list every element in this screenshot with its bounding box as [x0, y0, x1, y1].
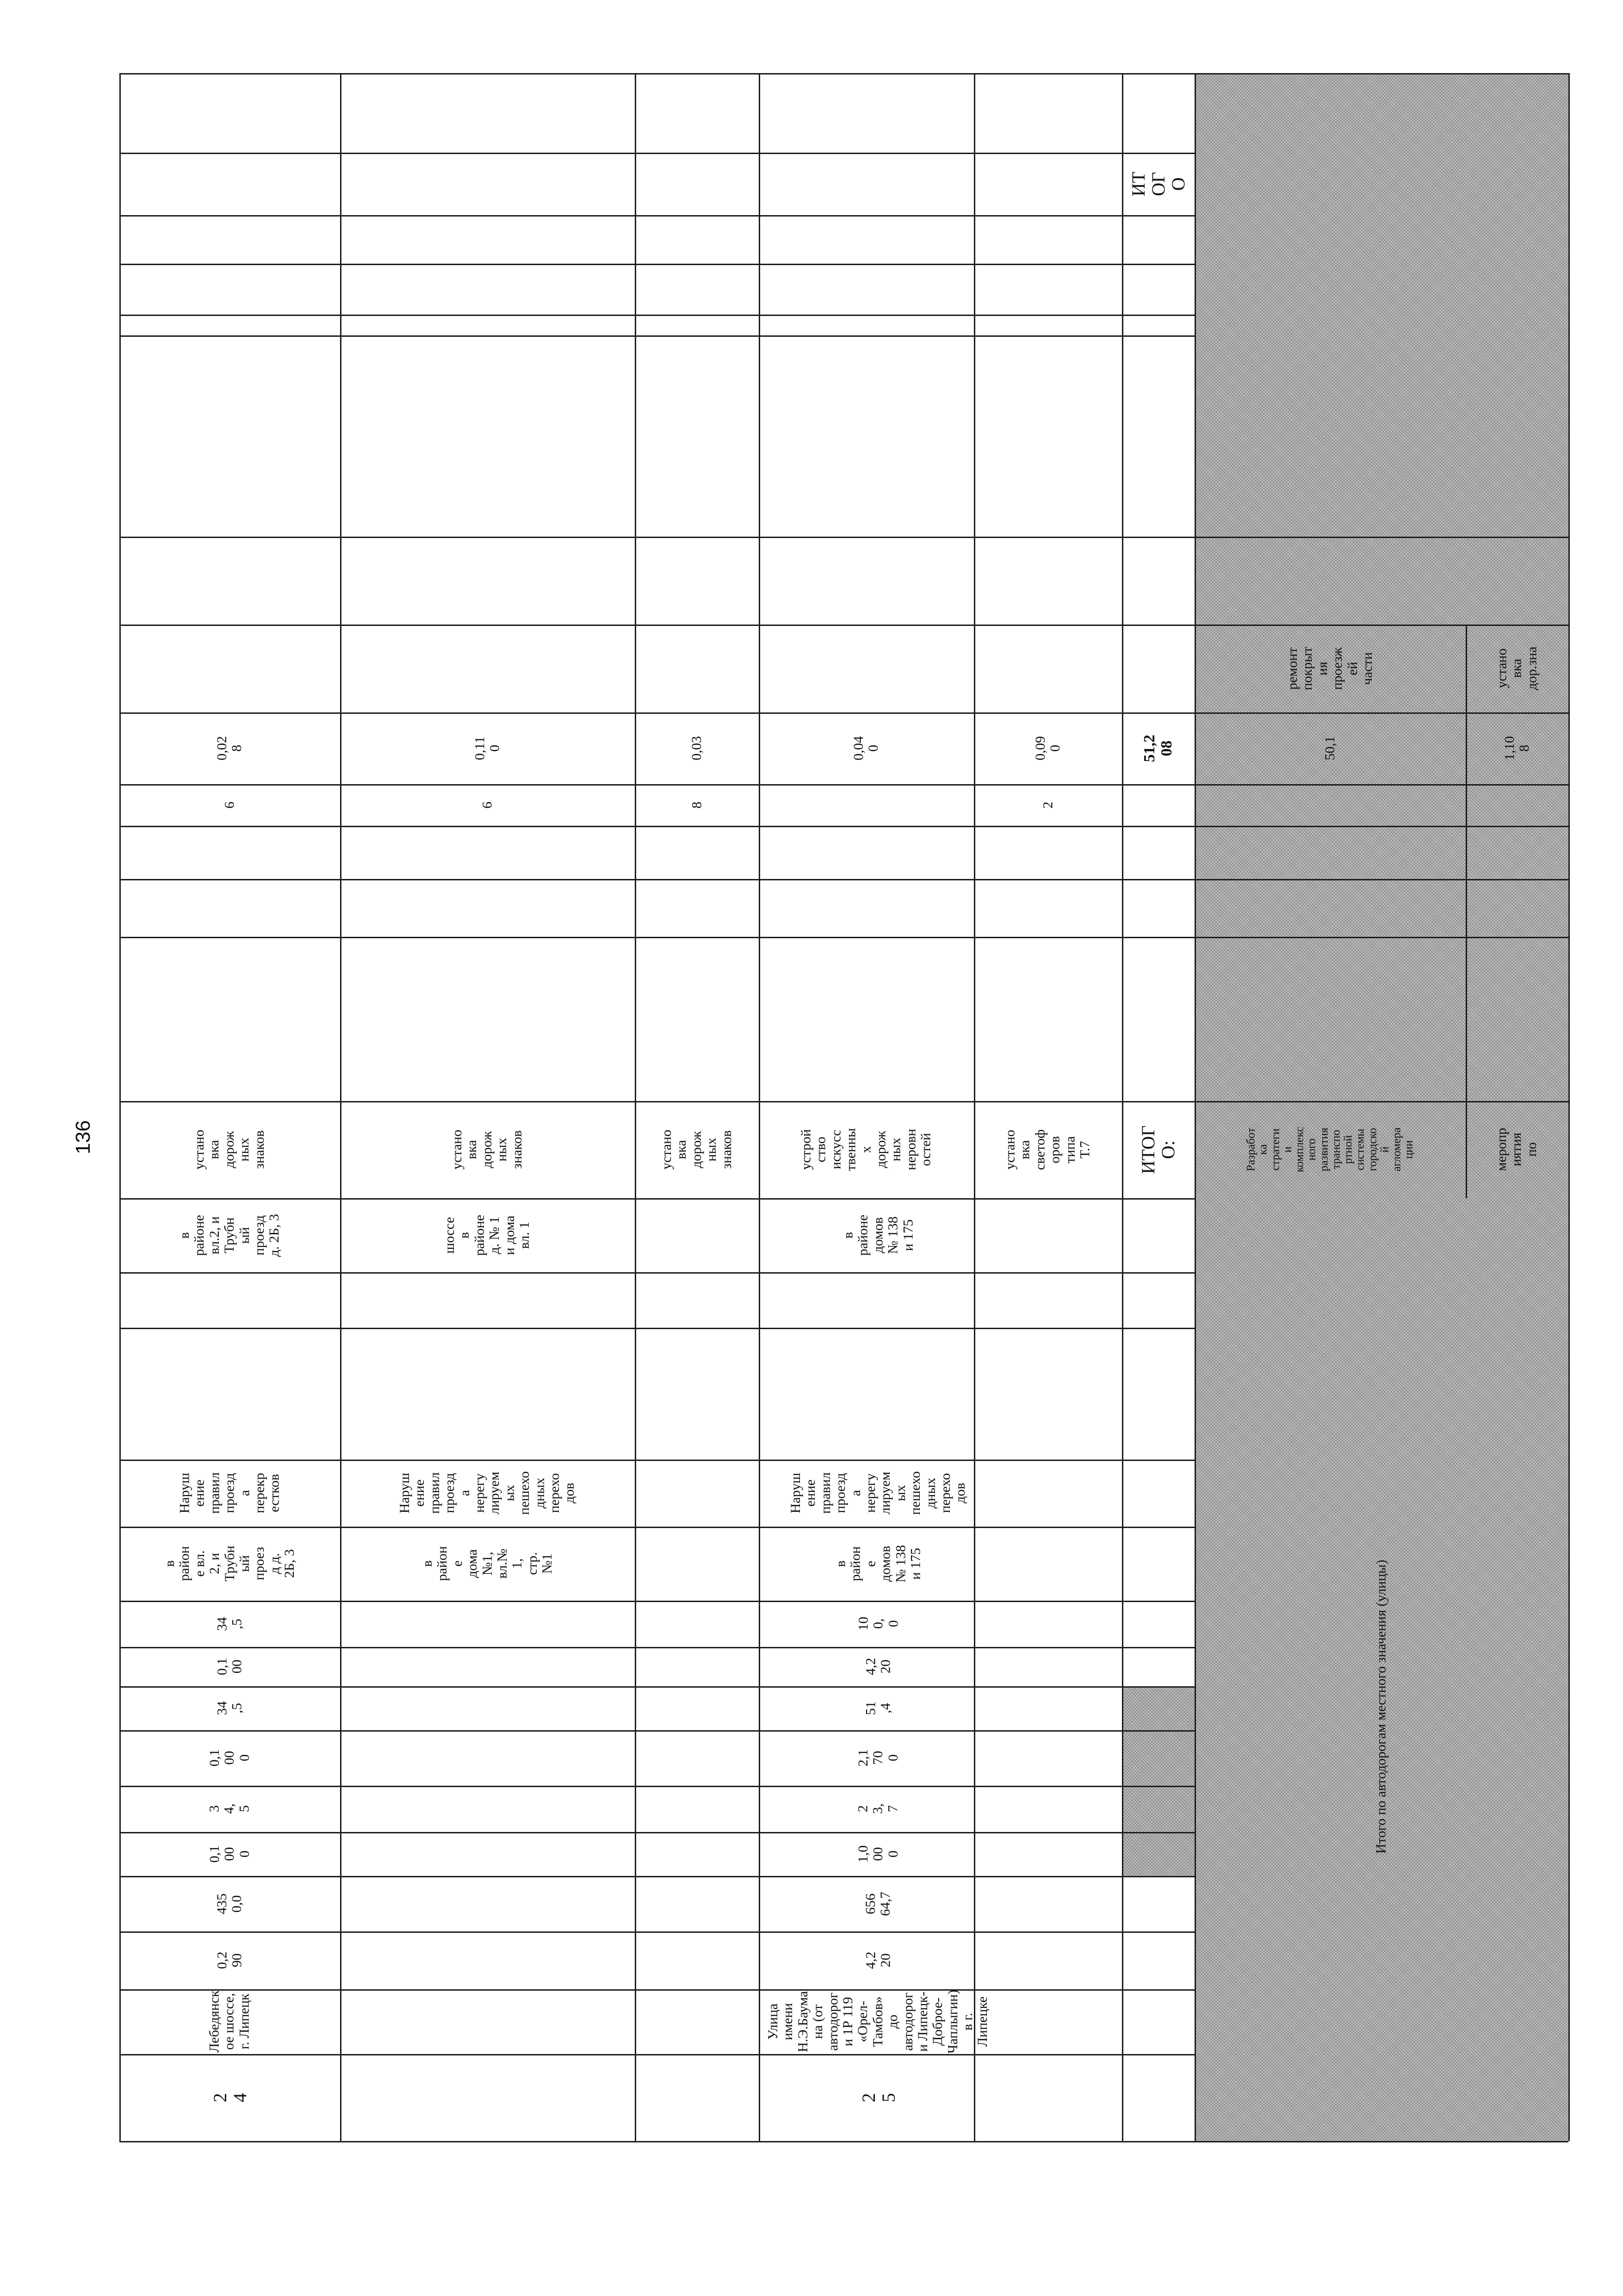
- row-25-cost-lights-text: 0,09 0: [1032, 736, 1063, 761]
- summary-item1-measure-text: ремонт покрыт ия проезж ей части: [1284, 647, 1375, 690]
- grid-line: [119, 625, 1195, 626]
- row-25-cost-signs: [635, 712, 759, 784]
- row-25-measure-lights-text: устано вка светоф оров типа Т.7: [1002, 1129, 1093, 1170]
- summary-item1-text-text: Разработ ка стратеги и комплекс ного развития транспо ртной системы городско й агломера ции: [1245, 1126, 1415, 1173]
- itogo-label: [1122, 1101, 1195, 1198]
- row-25-road-name: [635, 1989, 1122, 2054]
- summary-item1-text: [1195, 1101, 1466, 1198]
- row-25-count-signs-text: 8: [688, 801, 704, 809]
- row-24-length: [119, 1931, 340, 1989]
- row-25-measure-signs-text: устано вка дорож ных знаков: [659, 1129, 734, 1170]
- row-25-c4-text: 51 ,4: [863, 1701, 893, 1715]
- itogo-value-text: 51,2 08: [1140, 734, 1175, 762]
- grid-line: [1568, 73, 1570, 2141]
- row-24b-location-b-text: шоссе в районе д. № 1 и дома вл. 1: [442, 1214, 533, 1256]
- summary-item1-value-text: 50,1: [1322, 736, 1338, 761]
- itogo-value: [1122, 712, 1195, 784]
- row-25-cost-lights: [974, 712, 1122, 784]
- row-24b-cost-text: 0,11 0: [472, 736, 502, 761]
- grid-line: [1195, 784, 1568, 786]
- row-24-c6: [119, 1601, 340, 1647]
- row-24-cost: [119, 712, 340, 784]
- row-24-number-text: 2 4: [209, 2093, 250, 2102]
- row-25-cost-bumps: [759, 712, 974, 784]
- row-25-c2-text: 2 3, 7: [855, 1803, 901, 1814]
- row-24-number: [119, 2054, 340, 2141]
- row-24-c3: [119, 1730, 340, 1786]
- row-25-length: [635, 1931, 1122, 1989]
- row-25-number-text: 2 5: [858, 2093, 899, 2102]
- row-24-c1-text: 0,1 00 0: [206, 1845, 252, 1863]
- row-24b-violation-text: Наруш ение правил проезд а нерегу лируем ых пешехо дных перехо дов: [397, 1471, 577, 1515]
- summary-item1-value: [1195, 712, 1466, 784]
- row-25-violation-text: Наруш ение правил проезд а нерегу лируем ых пешехо дных перехо дов: [788, 1471, 968, 1515]
- row-24-road-name-text: Лебедянск ое шоссе, г. Липецк: [206, 1990, 252, 2053]
- row-25-road-name-text: Улица имени Н.Э.Баума на (от автодорог и 1Р 119 «Орел- Тамбов» до автодорог и Липецк- Доброе- Чаплыгин) в г. Липецке: [765, 1990, 991, 2054]
- row-24b-measure: [340, 1101, 635, 1198]
- grid-line: [119, 1328, 1195, 1329]
- row-24-violation: [119, 1460, 340, 1527]
- itogo-right-label: [1122, 153, 1195, 215]
- row-25-location-b-text: в районе домов № 138 и 175: [840, 1214, 916, 1256]
- grid-line: [119, 315, 1195, 316]
- page-number: 136: [72, 1120, 94, 1154]
- row-25-c6-text: 10 0, 0: [855, 1616, 901, 1631]
- row-24-c6-text: 34 ,5: [214, 1617, 245, 1631]
- grid-line: [119, 879, 1195, 880]
- shaded-cells: [1122, 1686, 1195, 1876]
- grid-line: [119, 2141, 1195, 2142]
- row-25-cost-bumps-text: 0,04 0: [851, 736, 881, 761]
- rotated-table: [119, 73, 1577, 2141]
- row-24b-location-a-text: в район е дома №1, вл.№ 1, стр. №1: [419, 1546, 555, 1581]
- grid-line: [119, 826, 1195, 827]
- summary-item2-text-text: меропр иятия по: [1494, 1128, 1540, 1171]
- row-24-c1: [119, 1832, 340, 1876]
- row-25-c1-text: 1,0 00 0: [855, 1845, 901, 1863]
- grid-line: [1195, 537, 1568, 538]
- row-25-count-lights-text: 2: [1040, 801, 1055, 809]
- row-25-measure-bumps-text: устрой ство искусс твенны х дорож ных неровн остей: [798, 1128, 934, 1171]
- summary-item2-measure-text: устано вка дор.зна: [1494, 647, 1540, 690]
- row-24b-count: [340, 784, 635, 826]
- grid-line: [1195, 937, 1568, 938]
- row-24-location-b-text: в районе вл.2, и Трубн ый проезд д. 2Б, 3: [177, 1213, 282, 1257]
- row-25-c5: [635, 1647, 1122, 1686]
- summary-item2-text: [1466, 1101, 1568, 1198]
- row-24-measure: [119, 1101, 340, 1198]
- summary-total-label: [1195, 1272, 1568, 2141]
- row-24b-cost: [340, 712, 635, 784]
- row-25-measure-bumps: [759, 1101, 974, 1198]
- row-25-count-signs: [635, 784, 759, 826]
- grid-line: [119, 1272, 1195, 1274]
- row-24-count-text: 6: [222, 801, 237, 809]
- itogo-right-label-text: ИТ ОГ О: [1127, 171, 1189, 197]
- itogo-label-text: ИТОГ О:: [1138, 1125, 1179, 1174]
- row-24-c5-text: 0,1 00: [214, 1658, 245, 1676]
- row-25-c3-text: 2,1 70 0: [855, 1749, 901, 1767]
- row-24-c5: [119, 1647, 340, 1686]
- row-25-location-b: [635, 1198, 1122, 1272]
- summary-item2-measure: [1466, 625, 1568, 712]
- summary-total-label-text: Итого по автодорогам местного значения (улицы): [1373, 1560, 1389, 1854]
- grid-line: [119, 264, 1195, 265]
- row-25-location-a-text: в район е домов № 138 и 175: [833, 1545, 923, 1583]
- row-25-c1: [635, 1832, 1122, 1876]
- row-25-measure-lights: [974, 1101, 1122, 1198]
- row-24b-measure-text: устано вка дорож ных знаков: [449, 1129, 525, 1170]
- row-25-c5-text: 4,2 20: [863, 1658, 893, 1676]
- row-25-c6: [635, 1601, 1122, 1647]
- row-25-area-text: 656 64,7: [863, 1891, 893, 1916]
- grid-line: [1195, 826, 1568, 827]
- row-25-count-lights: [974, 784, 1122, 826]
- row-24-location-a: [119, 1527, 340, 1601]
- row-25-c4: [635, 1686, 1122, 1730]
- grid-line: [119, 215, 1195, 217]
- row-24-c3-text: 0,1 00 0: [206, 1749, 252, 1767]
- row-25-c3: [635, 1730, 1122, 1786]
- row-24-c2-text: 3 4, 5: [206, 1803, 252, 1814]
- row-24-measure-text: устано вка дорож ных знаков: [192, 1129, 267, 1170]
- row-24-area-text: 435 0,0: [214, 1893, 245, 1914]
- row-24-cost-text: 0,02 8: [214, 736, 245, 761]
- row-24b-location-a: [340, 1527, 635, 1601]
- summary-item2-value-text: 1,10 8: [1501, 736, 1532, 761]
- row-24-c2: [119, 1786, 340, 1832]
- grid-line: [1466, 625, 1467, 1198]
- grid-line: [119, 335, 1195, 337]
- grid-line: [1195, 879, 1568, 880]
- row-24-area: [119, 1876, 340, 1931]
- row-25-number: [635, 2054, 1122, 2141]
- row-24-road-name: [119, 1989, 340, 2054]
- row-24b-violation: [340, 1460, 635, 1527]
- row-25-violation: [635, 1460, 1122, 1527]
- summary-item2-value: [1466, 712, 1568, 784]
- row-24b-location-b: [340, 1198, 635, 1272]
- row-25-cost-signs-text: 0,03: [688, 736, 704, 761]
- row-24b-count-text: 6: [479, 801, 495, 809]
- row-24-location-a-text: в район е вл. 2, и Трубн ый проез д д. 2Б, 3: [161, 1546, 297, 1582]
- row-25-length-text: 4,2 20: [863, 1951, 893, 1969]
- row-24-c4-text: 34 ,5: [214, 1701, 245, 1715]
- summary-item1-measure: [1195, 625, 1466, 712]
- row-25-measure-signs: [635, 1101, 759, 1198]
- row-25-area: [635, 1876, 1122, 1931]
- grid-line: [119, 73, 1195, 74]
- grid-line: [119, 937, 1195, 938]
- row-25-location-a: [635, 1527, 1122, 1601]
- grid-line: [119, 537, 1195, 538]
- row-24-location-b: [119, 1198, 340, 1272]
- grid-line: [119, 153, 1195, 154]
- row-24-c4: [119, 1686, 340, 1730]
- row-25-c2: [635, 1786, 1122, 1832]
- row-24-violation-text: Наруш ение правил проезд а перекр естков: [177, 1472, 282, 1514]
- row-24-count: [119, 784, 340, 826]
- row-24-length-text: 0,2 90: [214, 1951, 245, 1969]
